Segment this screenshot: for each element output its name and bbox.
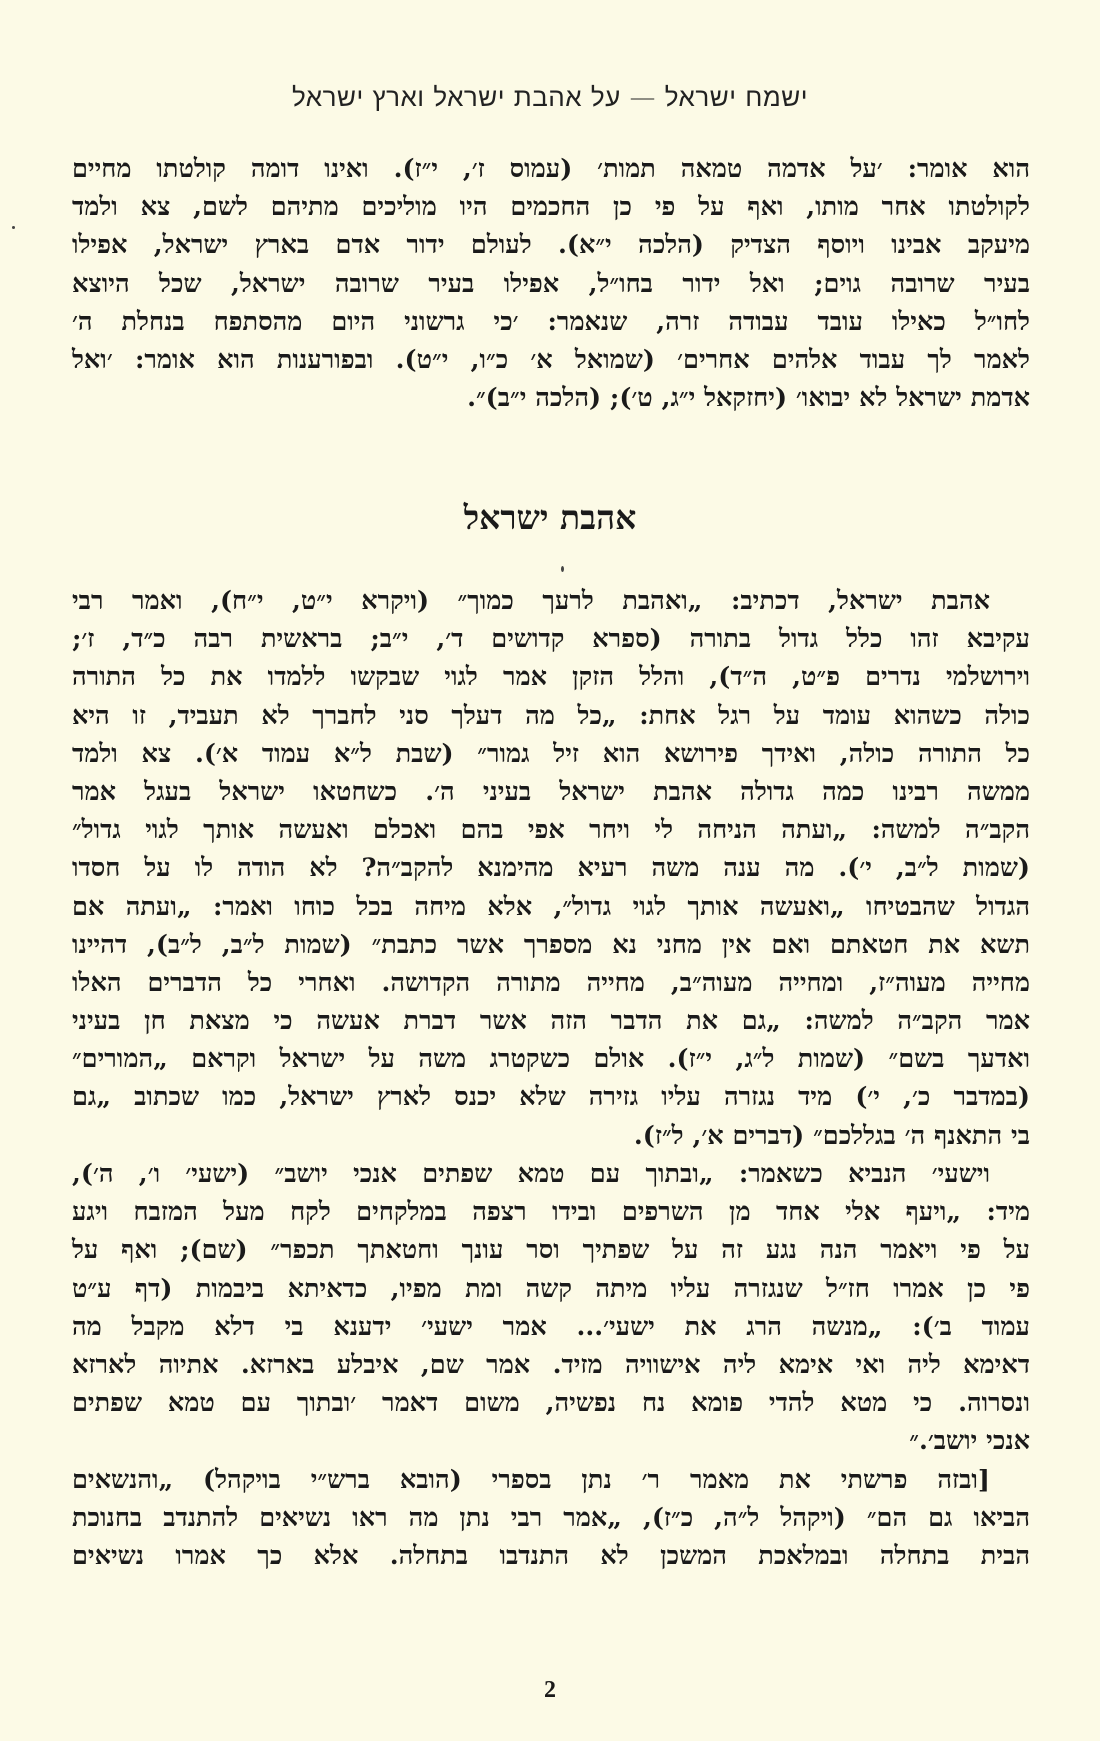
paragraph-3 — [72, 1155, 1030, 1461]
text-line: אנכי יושב׳.״ — [909, 1426, 1030, 1457]
text-line: לקולטתו אחר מותו, ואף על פי כן החכמים היו מוליכים מתיהם לשם, צא ולמד — [72, 192, 1030, 223]
text-line: על פי ויאמר הנה נגע זה על שפתיך וסר עונך וחטאתך תכפר״ (שם); ואף על — [72, 1235, 1030, 1266]
page-number: 2 — [544, 1677, 556, 1703]
running-head: ישמח ישראל — על אהבת ישראל וארץ ישראל — [292, 83, 808, 113]
text-line: דאימא ליה ואי אימא ליה אישוויה מזיד. אמר שם, איבלע בארזא. אתיוה לארזא — [72, 1349, 1030, 1380]
text-line: לחו״ל כאילו עובד עבודה זרה, שנאמר: ׳כי גרשוני היום מהסתפח בנחלת ה׳ — [72, 306, 1030, 337]
text-line: פי כן אמרו חז״ל שנגזרה עליו מיתה קשה ומת מפיו, כדאיתא ביבמות (דף ע״ט — [72, 1273, 1030, 1304]
text-line: אמר הקב״ה למשה: „גם את הדבר הזה אשר דברת אעשה כי מצאת חן בעיני — [72, 1006, 1030, 1037]
text-line: הגדול שהבטיחו „ואעשה אותך לגוי גדול״, אלא מיחה בכל כוחו ואמר: „ועתה אם — [72, 891, 1030, 922]
text-line: הביאו גם הם״ (ויקהל ל״ה, כ״ז), „אמר רבי נתן מה ראו נשיאים להתנדב בחנוכת — [72, 1503, 1030, 1534]
text-line: בעיר שרובה גוים; ואל ידור בחו״ל, אפילו בעיר שרובה ישראל, שכל היוצא — [72, 268, 1030, 299]
text-line: כולה כשהוא עומד על רגל אחת: „כל מה דעלך סני לחברך לא תעביד, זו היא — [72, 700, 1030, 731]
text-line: הוא אומר: ׳על אדמה טמאה תמות׳ (עמוס ז׳, י״ז). ואינו דומה קולטתו מחיים — [72, 154, 1030, 184]
text-line: ואדעך בשם״ (שמות ל״ג, י״ז). אולם כשקטרג משה על ישראל וקראם „המורים״ — [72, 1044, 1030, 1075]
paper-speck — [561, 566, 564, 572]
text-line: מחייה מעוה״ז, ומחייה מעוה״ב, מחייה מתורה הקדושה. ואחרי כל הדברים האלו — [72, 967, 1030, 998]
paragraph-1 — [72, 150, 1030, 417]
text-line: כל התורה כולה, ואידך פירושא הוא זיל גמור״ (שבת ל״א עמוד א׳). צא ולמד — [72, 738, 1030, 769]
text-line: לאמר לך עבוד אלהים אחרים׳ (שמואל א׳ כ״ו, י״ט). ובפורענות הוא אומר: ׳ואל — [72, 344, 1030, 375]
text-line: מיד: „ויעף אלי אחד מן השרפים ובידו רצפה במלקחים לקח מעל המזבח ויגע — [72, 1197, 1030, 1228]
text-line: תשא את חטאתם ואם אין מחני נא מספרך אשר כתבת״ (שמות ל״ב, ל״ב), דהיינו — [72, 929, 1030, 960]
section-title: אהבת ישראל — [463, 498, 637, 537]
text-line: הקב״ה למשה: „ועתה הניחה לי ויחר אפי בהם ואכלם ואעשה אותך לגוי גדול״ — [72, 815, 1030, 846]
text-line: אדמת ישראל לא יבואו׳ (יחזקאל י״ג, ט׳); (הלכה י״ב)״. — [467, 383, 1030, 414]
text-line: ונסרוה. כי מטא להדי פומא נח נפשיה, משום דאמר ׳ובתוך עם טמא שפתים — [72, 1388, 1030, 1419]
paper-speck — [12, 226, 15, 229]
text-line: וישעי׳ הנביא כשאמר: „ובתוך עם טמא שפתים אנכי יושב״ (ישעי׳ ו׳, ה׳), — [72, 1159, 990, 1189]
paragraph-4 — [72, 1461, 1030, 1576]
text-line: עמוד ב׳): „מנשה הרג את ישעי׳... אמר ישעי׳ ידענא בי דלא מקבל מה — [72, 1311, 1030, 1342]
text-line: (במדבר כ׳, י׳) מיד נגזרה עליו גזירה שלא יכנס לארץ ישראל, כמו שכתוב „גם — [72, 1082, 1030, 1113]
text-line: עקיבא זהו כלל גדול בתורה (ספרא קדושים ד׳, י״ב; בראשית רבה כ״ד, ז׳; — [72, 624, 1030, 655]
text-line: וירושלמי נדרים פ״ט, ה״ד), והלל הזקן אמר לגוי שבקשו ללמדו את כל התורה — [72, 662, 1030, 693]
text-line: (שמות ל״ב, י׳). מה ענה משה רעיא מהימנא להקב״ה? לא הודה לו על חסדו — [72, 853, 1030, 884]
text-line: מיעקב אבינו ויוסף הצדיק (הלכה י״א). לעולם ידור אדם בארץ ישראל, אפילו — [72, 230, 1030, 261]
text-line: [ובזה פרשתי את מאמר ר׳ נתן בספרי (הובא ברש״י בויקהל) „והנשאים — [72, 1465, 990, 1495]
paragraph-2 — [72, 582, 1030, 1155]
text-line: אהבת ישראל, דכתיב: „ואהבת לרעך כמוך״ (ויקרא י״ט, י״ח), ואמר רבי — [72, 586, 990, 616]
text-line: ממשה רבינו כמה גדולה אהבת ישראל בעיני ה׳. כשחטאו ישראל בעגל אמר — [72, 776, 1030, 807]
text-line: הבית בתחלה ובמלאכת המשכן לא התנדבו בתחלה. אלא כך אמרו נשיאים — [72, 1541, 1030, 1572]
text-line: בי התאנף ה׳ בגללכם״ (דברים א׳, ל״ז). — [633, 1120, 1030, 1151]
